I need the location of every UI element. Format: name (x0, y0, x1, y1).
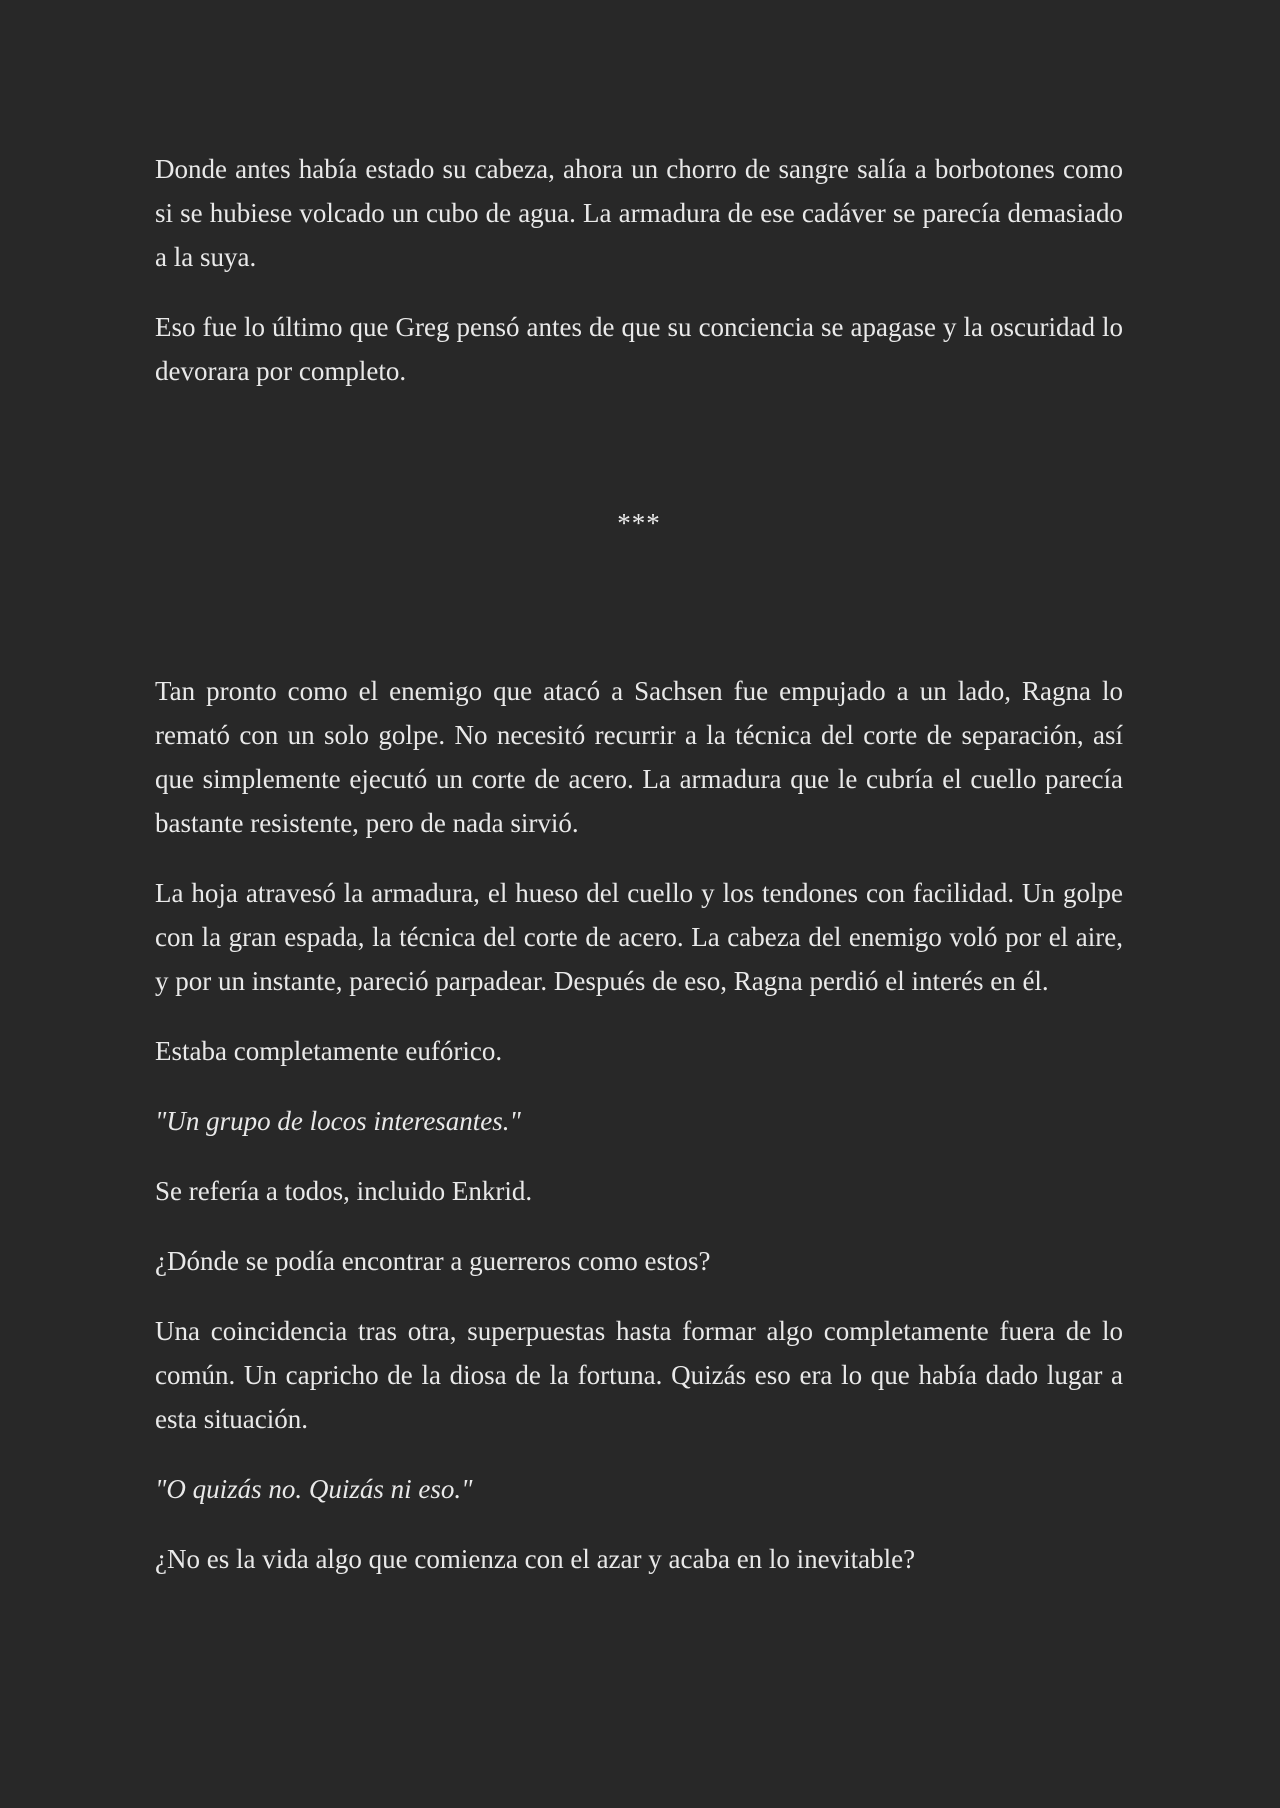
italic-thought: "Un grupo de locos interesantes." (155, 1106, 521, 1136)
paragraph: Se refería a todos, incluido Enkrid. (155, 1176, 533, 1206)
italic-thought: "O quizás no. Quizás ni eso." (155, 1474, 473, 1504)
paragraph: La hoja atravesó la armadura, el hueso del cuello y los tendones con facilidad. Un golpe con la gran espada, la técnica del corte de acero. La cabeza del enemigo voló por el aire, y por un instante, pareció parpadear. Después de eso, Ragna perdió el interés en él. (155, 878, 1123, 996)
scene-separator: *** (617, 508, 661, 538)
paragraph: Tan pronto como el enemigo que atacó a Sachsen fue empujado a un lado, Ragna lo remató con un solo golpe. No necesitó recurrir a la técnica del corte de separación, así que simplemente ejecutó un corte de acero. La armadura que le cubría el cuello parecía bastante resistente, pero de nada sirvió. (155, 676, 1123, 838)
paragraph: Donde antes había estado su cabeza, ahora un chorro de sangre salía a borbotones como si se hubiese volcado un cubo de agua. La armadura de ese cadáver se parecía demasiado a la suya. (155, 154, 1123, 272)
paragraph: ¿No es la vida algo que comienza con el azar y acaba en lo inevitable? (155, 1544, 916, 1574)
reader-content (155, 147, 1123, 1607)
paragraph: Eso fue lo último que Greg pensó antes de que su conciencia se apagase y la oscuridad lo devorara por completo. (155, 312, 1123, 386)
paragraph: Una coincidencia tras otra, superpuestas hasta formar algo completamente fuera de lo común. Un capricho de la diosa de la fortuna. Quizás eso era lo que había dado lugar a esta situación. (155, 1316, 1123, 1434)
paragraph: ¿Dónde se podía encontrar a guerreros como estos? (155, 1246, 711, 1276)
paragraph: Estaba completamente eufórico. (155, 1036, 503, 1066)
